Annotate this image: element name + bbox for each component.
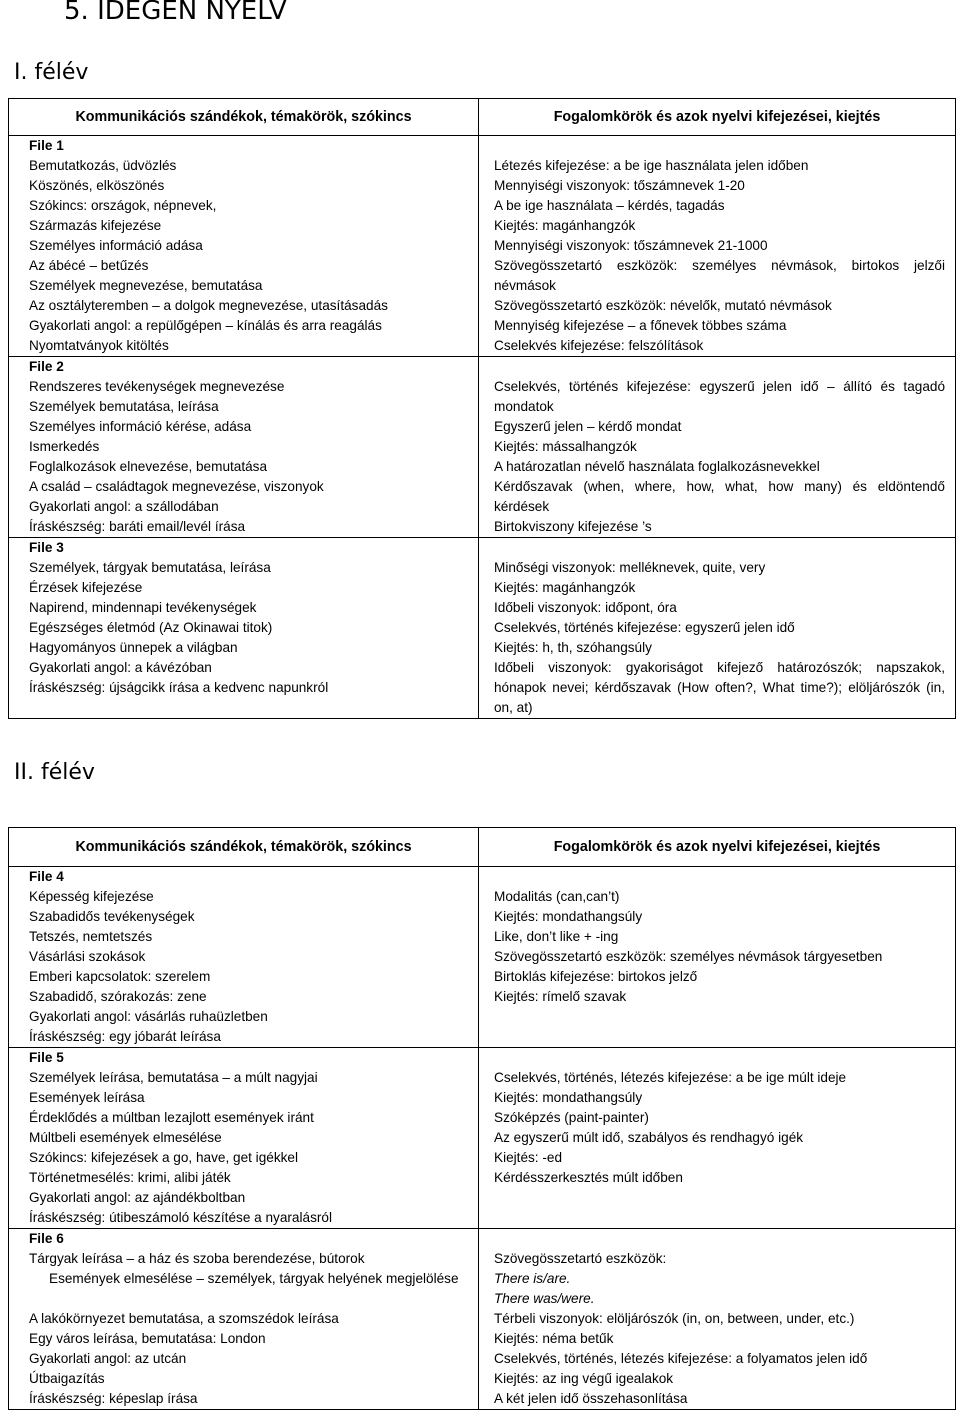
list-item: Kiejtés: rímelő szavak xyxy=(494,989,627,1004)
list-item: Személyek megnevezése, bemutatása xyxy=(29,278,263,293)
left-column-header: Kommunikációs szándékok, témakörök, szókincs xyxy=(9,99,479,136)
list-item: Mennyiség kifejezése – a főnevek többes száma xyxy=(494,318,787,333)
right-column-header: Fogalomkörök és azok nyelvi kifejezései, kiejtés xyxy=(479,828,956,867)
list-item: Ismerkedés xyxy=(29,439,100,454)
list-item: A határozatlan névelő használata foglalkozásnevekkel xyxy=(494,459,820,474)
file-5-right-cell xyxy=(479,1048,956,1229)
list-item: Szókincs: országok, népnevek, xyxy=(29,198,217,213)
list-item: Mennyiségi viszonyok: tőszámnevek 21-1000 xyxy=(494,238,768,253)
list-item: Mennyiségi viszonyok: tőszámnevek 1-20 xyxy=(494,178,745,193)
file-4-title: File 4 xyxy=(29,869,64,884)
list-item: Tárgyak leírása – a ház és szoba berendezése, bútorok xyxy=(29,1251,365,1266)
list-item: Érdeklődés a múltban lezajlott események iránt xyxy=(29,1110,314,1125)
list-item: A be ige használata – kérdés, tagadás xyxy=(494,198,725,213)
list-item: Kiejtés: az ing végű igealakok xyxy=(494,1371,674,1386)
list-item: Íráskészség: újságcikk írása a kedvenc napunkról xyxy=(29,680,329,695)
list-item: Személyek leírása, bemutatása – a múlt nagyjai xyxy=(29,1070,318,1085)
list-item: Birtoklás kifejezése: birtokos jelző xyxy=(494,969,698,984)
list-item: Köszönés, elköszönés xyxy=(29,178,165,193)
list-item: Gyakorlati angol: az ajándékboltban xyxy=(29,1190,246,1205)
list-item: Egészséges életmód (Az Okinawai titok) xyxy=(29,620,273,635)
list-item: Időbeli viszonyok: gyakoriságot kifejező határozószók; napszakok, hónapok nevei; kérdőszavak (How often?, What time?); elöljárószók (in, on, at) xyxy=(494,660,945,715)
list-item: Kiejtés: h, th, szóhangsúly xyxy=(494,640,652,655)
list-item: Az ábécé – betűzés xyxy=(29,258,149,273)
semester-2-table xyxy=(8,827,956,1410)
list-item: Személyes információ kérése, adása xyxy=(29,419,252,434)
list-item: Egyszerű jelen – kérdő mondat xyxy=(494,419,682,434)
list-item: Időbeli viszonyok: időpont, óra xyxy=(494,600,677,615)
list-item: Az egyszerű múlt idő, szabályos és rendhagyó igék xyxy=(494,1130,804,1145)
list-item: Kiejtés: mondathangsúly xyxy=(494,1090,643,1105)
list-item: Kérdőszavak (when, where, how, what, how many) és eldöntendő kérdések xyxy=(494,479,945,514)
file-6-left-cell xyxy=(9,1229,479,1410)
list-item: Az osztályteremben – a dolgok megnevezése, utasításadás xyxy=(29,298,388,313)
list-item: Események elmesélése – személyek, tárgyak helyének megjelölése xyxy=(49,1271,459,1286)
file-6-right-cell xyxy=(479,1229,956,1410)
file-1-right-cell xyxy=(479,136,956,357)
list-item: Egy város leírása, bemutatása: London xyxy=(29,1331,266,1346)
list-item: Gyakorlati angol: vásárlás ruhaüzletben xyxy=(29,1009,268,1024)
list-item: Emberi kapcsolatok: szerelem xyxy=(29,969,211,984)
list-item: Rendszeres tevékenységek megnevezése xyxy=(29,379,285,394)
list-item: Cselekvés kifejezése: felszólítások xyxy=(494,338,704,353)
list-item: Kiejtés: mássalhangzók xyxy=(494,439,637,454)
list-item: Hagyományos ünnepek a világban xyxy=(29,640,238,655)
list-item: Származás kifejezése xyxy=(29,218,162,233)
list-item: Birtokviszony kifejezése ’s xyxy=(494,519,652,534)
list-item: A két jelen idő összehasonlítása xyxy=(494,1391,688,1406)
list-item: Szabadidős tevékenységek xyxy=(29,909,195,924)
file-2-right-cell xyxy=(479,357,956,538)
list-item: Szóképzés (paint-painter) xyxy=(494,1110,649,1125)
list-item: Szövegösszetartó eszközök: személyes névmások, birtokos jelzői névmások xyxy=(494,258,945,293)
list-item: Útbaigazítás xyxy=(29,1371,105,1386)
list-item: Szövegösszetartó eszközök: xyxy=(494,1251,667,1266)
list-item: Íráskészség: baráti email/levél írása xyxy=(29,519,246,534)
file-2-left-cell xyxy=(9,357,479,538)
list-item: Foglalkozások elnevezése, bemutatása xyxy=(29,459,268,474)
list-item: Cselekvés, történés, létezés kifejezése: a folyamatos jelen idő xyxy=(494,1351,868,1366)
list-item: A család – családtagok megnevezése, viszonyok xyxy=(29,479,324,494)
list-item: There was/were. xyxy=(494,1291,595,1306)
file-3-right-cell xyxy=(479,538,956,719)
file-4-left-cell xyxy=(9,867,479,1048)
list-item: Térbeli viszonyok: elöljárószók (in, on, between, under, etc.) xyxy=(494,1311,855,1326)
list-item: Kérdésszerkesztés múlt időben xyxy=(494,1170,683,1185)
list-item: Személyek bemutatása, leírása xyxy=(29,399,219,414)
list-item: Minőségi viszonyok: melléknevek, quite, very xyxy=(494,560,766,575)
file-2-title: File 2 xyxy=(29,359,64,374)
semester-1-title: I. félév xyxy=(14,60,89,85)
semester-1-table xyxy=(8,98,956,719)
section-heading: 5. IDEGEN NYELV xyxy=(64,0,287,26)
list-item: Íráskészség: útibeszámoló készítése a nyaralásról xyxy=(29,1210,332,1225)
list-item: Kiejtés: mondathangsúly xyxy=(494,909,643,924)
semester-2-title: II. félév xyxy=(14,760,95,785)
file-6-title: File 6 xyxy=(29,1231,64,1246)
list-item: Cselekvés, történés, létezés kifejezése: a be ige múlt ideje xyxy=(494,1070,847,1085)
list-item: Személyek, tárgyak bemutatása, leírása xyxy=(29,560,271,575)
list-item: Gyakorlati angol: a szállodában xyxy=(29,499,219,514)
list-item: Történetmesélés: krimi, alibi játék xyxy=(29,1170,231,1185)
list-item: Bemutatkozás, üdvözlés xyxy=(29,158,177,173)
file-4-right-cell xyxy=(479,867,956,1048)
list-item: Vásárlási szokások xyxy=(29,949,146,964)
list-item: Szövegösszetartó eszközök: névelők, mutató névmások xyxy=(494,298,832,313)
list-item: Gyakorlati angol: a repülőgépen – kínálás és arra reagálás xyxy=(29,318,382,333)
list-item: Cselekvés, történés kifejezése: egyszerű jelen idő – állító és tagadó mondatok xyxy=(494,379,945,414)
list-item: Gyakorlati angol: az utcán xyxy=(29,1351,187,1366)
left-column-header: Kommunikációs szándékok, témakörök, szókincs xyxy=(9,828,479,867)
list-item: Szókincs: kifejezések a go, have, get igékkel xyxy=(29,1150,299,1165)
list-item: Tetszés, nemtetszés xyxy=(29,929,153,944)
list-item: Kiejtés: magánhangzók xyxy=(494,218,636,233)
list-item: Események leírása xyxy=(29,1090,145,1105)
list-item: Létezés kifejezése: a be ige használata jelen időben xyxy=(494,158,809,173)
list-item: There is/are. xyxy=(494,1271,571,1286)
list-item: Cselekvés, történés kifejezése: egyszerű jelen idő xyxy=(494,620,795,635)
file-3-left-cell xyxy=(9,538,479,719)
file-1-title: File 1 xyxy=(29,138,64,153)
list-item: Képesség kifejezése xyxy=(29,889,154,904)
list-item: Modalitás (can,can’t) xyxy=(494,889,620,904)
list-item: Személyes információ adása xyxy=(29,238,203,253)
list-item: Íráskészség: képeslap írása xyxy=(29,1391,198,1406)
file-3-title: File 3 xyxy=(29,540,64,555)
list-item: Szabadidő, szórakozás: zene xyxy=(29,989,207,1004)
list-item: Napirend, mindennapi tevékenységek xyxy=(29,600,257,615)
list-item: Szövegösszetartó eszközök: személyes névmások tárgyesetben xyxy=(494,949,883,964)
list-item: A lakókörnyezet bemutatása, a szomszédok leírása xyxy=(29,1311,339,1326)
file-5-title: File 5 xyxy=(29,1050,64,1065)
list-item: Kiejtés: -ed xyxy=(494,1150,563,1165)
file-5-left-cell xyxy=(9,1048,479,1229)
list-item: Érzések kifejezése xyxy=(29,580,143,595)
list-item: Like, don’t like + -ing xyxy=(494,929,619,944)
file-1-left-cell xyxy=(9,136,479,357)
list-item: Íráskészség: egy jóbarát leírása xyxy=(29,1029,221,1044)
right-column-header: Fogalomkörök és azok nyelvi kifejezései, kiejtés xyxy=(479,99,956,136)
list-item: Kiejtés: néma betűk xyxy=(494,1331,614,1346)
list-item: Nyomtatványok kitöltés xyxy=(29,338,169,353)
list-item: Múltbeli események elmesélése xyxy=(29,1130,222,1145)
list-item: Kiejtés: magánhangzók xyxy=(494,580,636,595)
list-item: Gyakorlati angol: a kávézóban xyxy=(29,660,212,675)
